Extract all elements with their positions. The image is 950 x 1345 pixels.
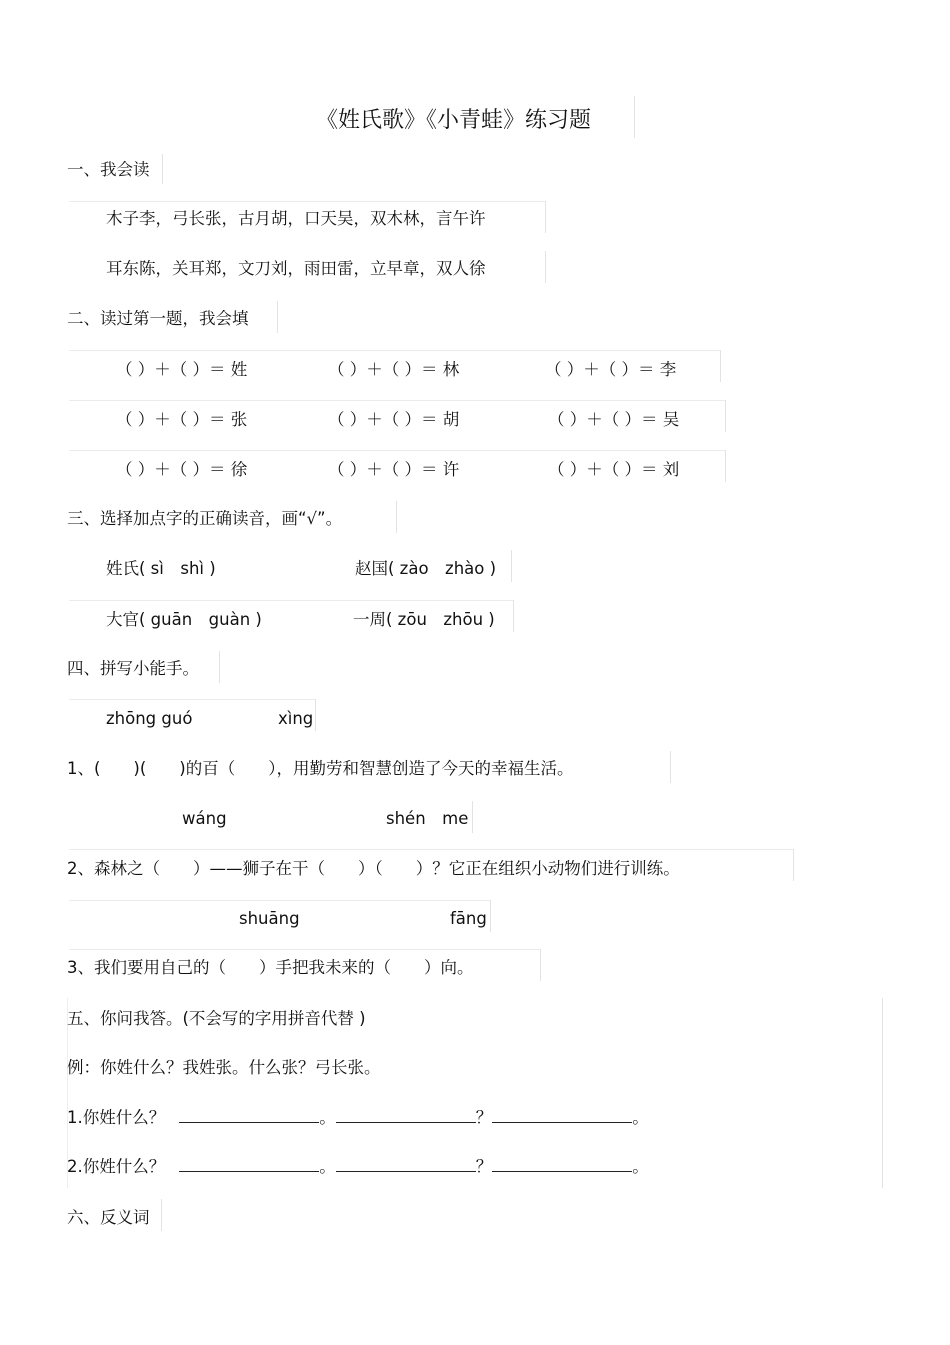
edge — [540, 949, 541, 981]
fill-eq-1-1: （ ）＋（ ）＝ 姓 — [116, 360, 248, 379]
answer-line-1: 1.你姓什么？ 。 ？ 。 — [67, 1108, 649, 1127]
fill-eq-result: 林 — [442, 360, 460, 379]
section-2-heading: 二、读过第一题，我会填 — [67, 309, 249, 328]
edge — [277, 301, 278, 333]
edge — [793, 849, 794, 881]
fill-eq-result: 张 — [230, 410, 248, 429]
edge — [315, 699, 316, 731]
edge — [513, 600, 514, 632]
section-4-heading: 四、拼写小能手。 — [67, 659, 199, 678]
section-6-heading: 六、反义词 — [67, 1208, 150, 1227]
pinyin-hint: xìng — [278, 709, 314, 728]
pinyin-hint: fāng — [450, 909, 487, 928]
answer-blank[interactable] — [492, 1108, 632, 1123]
edge — [69, 201, 545, 202]
answer-blank[interactable] — [492, 1157, 632, 1172]
fill-eq-result: 刘 — [662, 460, 680, 479]
pinyin-hint: shuāng — [239, 909, 300, 928]
example-sentence: 例：你姓什么？我姓张。什么张？弓长张。 — [67, 1058, 381, 1077]
edge — [725, 450, 726, 482]
fill-eq-result: 许 — [442, 460, 460, 479]
answer-blank[interactable] — [336, 1108, 476, 1123]
pinyin-choice-2b: 一周( zōu zhōu ) — [353, 610, 495, 629]
fill-eq-2-3: （ ）＋（ ）＝ 吴 — [548, 410, 680, 429]
pinyin-choice-2a: 大官( guān guàn ) — [106, 610, 262, 629]
fill-eq-result: 徐 — [230, 460, 248, 479]
fill-eq-result: 胡 — [442, 410, 460, 429]
fill-eq-3-3: （ ）＋（ ）＝ 刘 — [548, 460, 680, 479]
edge — [69, 400, 725, 401]
pinyin-hint: shén me — [386, 809, 469, 828]
pinyin-hint: wáng — [182, 809, 227, 828]
edge — [69, 949, 541, 950]
fill-eq-3-1: （ ）＋（ ）＝ 徐 — [116, 460, 248, 479]
edge — [511, 550, 512, 582]
pinyin-question-1: 1、( )( )的百（ ），用勤劳和智慧创造了今天的幸福生活。 — [67, 759, 574, 778]
page-title: 《姓氏歌》《小青蛙》练习题 — [316, 108, 592, 133]
edge — [69, 350, 720, 351]
edge — [219, 651, 220, 683]
section-1-row-2: 耳东陈，关耳郑，文刀刘，雨田雷，立早章，双人徐 — [106, 259, 486, 278]
answer-blank[interactable] — [336, 1157, 476, 1172]
edge — [396, 501, 397, 533]
section-1-row-1: 木子李，弓长张，古月胡，口天吴，双木林，言午许 — [106, 209, 486, 228]
edge — [545, 251, 546, 283]
fill-eq-1-2: （ ）＋（ ）＝ 林 — [328, 360, 460, 379]
edge — [490, 900, 491, 932]
fill-eq-2-2: （ ）＋（ ）＝ 胡 — [328, 410, 460, 429]
pinyin-question-3: 3、我们要用自己的（ ）手把我未来的（ ）向。 — [67, 958, 474, 977]
pinyin-hint: zhōng guó — [106, 709, 193, 728]
fill-eq-result: 吴 — [662, 410, 680, 429]
answer-line-2: 2.你姓什么？ 。 ？ 。 — [67, 1157, 649, 1176]
answer-blank[interactable] — [179, 1157, 319, 1172]
fill-eq-3-2: （ ）＋（ ）＝ 许 — [328, 460, 460, 479]
answer-question: 2.你姓什么？ — [67, 1157, 166, 1176]
edge — [725, 400, 726, 432]
section-3-heading: 三、选择加点字的正确读音，画“√”。 — [67, 509, 343, 528]
answer-blank[interactable] — [179, 1108, 319, 1123]
edge — [162, 154, 163, 184]
edge — [69, 699, 316, 700]
pinyin-choice-1b: 赵国( zào zhào ) — [355, 559, 497, 578]
edge — [161, 1199, 162, 1231]
edge — [882, 998, 883, 1188]
section-1-heading: 一、我会读 — [67, 160, 150, 179]
edge — [720, 350, 721, 382]
fill-eq-1-3: （ ）＋（ ）＝ 李 — [545, 360, 677, 379]
pinyin-choice-1a: 姓氏( sì shì ) — [106, 559, 216, 578]
pinyin-question-2: 2、森林之（ ）——狮子在干（ ）（ ）？它正在组织小动物们进行训练。 — [67, 859, 680, 878]
fill-eq-result: 姓 — [230, 360, 248, 379]
edge — [472, 801, 473, 833]
title-box-edge — [634, 96, 635, 138]
edge — [545, 201, 546, 233]
edge — [69, 450, 725, 451]
edge — [69, 849, 793, 850]
edge — [69, 900, 491, 901]
fill-eq-result: 李 — [659, 360, 677, 379]
edge — [670, 751, 671, 783]
answer-question: 1.你姓什么？ — [67, 1108, 166, 1127]
edge — [69, 600, 513, 601]
fill-eq-2-1: （ ）＋（ ）＝ 张 — [116, 410, 248, 429]
section-5-heading: 五、你问我答。(不会写的字用拼音代替 ) — [67, 1009, 366, 1028]
